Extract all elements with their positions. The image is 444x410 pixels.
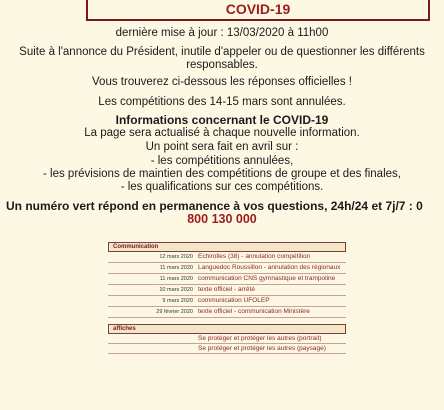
announce-line-2: responsables. — [186, 59, 258, 71]
row-link[interactable]: communication CNS gymnastique et trampoline — [198, 275, 336, 282]
april-point: Un point sera fait en avril sur : — [145, 141, 299, 153]
table-row[interactable] — [108, 252, 346, 263]
row-link[interactable]: texte officiel - arrêté — [198, 286, 255, 293]
info-heading: Informations concernant le COVID-19 — [115, 113, 329, 127]
announce-line-1: Suite à l'annonce du Président, inutile d'appeler ou de questionner les différents — [19, 46, 425, 58]
row-date: 11 mars 2020 — [159, 276, 193, 282]
row-link[interactable]: Echirolles (38) - annulation compétition — [198, 253, 311, 260]
table-row[interactable] — [108, 296, 346, 307]
communication-header: Communication — [108, 242, 346, 252]
row-date: 12 mars 2020 — [159, 254, 193, 260]
row-link[interactable]: texte officiel - communication Ministère — [198, 308, 310, 315]
official-answers: Vous trouverez ci-dessous les réponses officielles ! — [92, 76, 352, 88]
row-link[interactable]: Languedoc Roussillon - annulation des régionaux — [198, 264, 341, 271]
table-row[interactable] — [108, 285, 346, 296]
update-line: dernière mise à jour : 13/03/2020 à 11h00 — [115, 27, 329, 39]
hotline-text: Un numéro vert répond en permanence à vos questions, 24h/24 et 7j/7 : 0 — [6, 199, 423, 213]
row-date: 10 mars 2020 — [159, 287, 193, 293]
cancelled-notice: Les compétitions des 14-15 mars sont annulées. — [98, 96, 346, 108]
table-row[interactable] — [108, 344, 346, 354]
row-date: 11 mars 2020 — [159, 265, 193, 271]
info-item-2: - les prévisions de maintien des compétitions de groupe et des finales, — [43, 168, 401, 180]
documents-table — [108, 242, 346, 354]
row-date: 29 février 2020 — [156, 309, 193, 315]
row-link[interactable]: Se protéger et protéger les autres (paysage) — [198, 345, 326, 352]
table-row[interactable] — [108, 334, 346, 344]
table-row[interactable] — [108, 263, 346, 274]
row-link[interactable]: Se protéger et protéger les autres (portrait) — [198, 335, 322, 342]
info-item-1: - les compétitions annulées, — [150, 155, 294, 167]
affiches-header: affiches — [108, 324, 346, 334]
hotline-number[interactable]: 800 130 000 — [187, 212, 257, 226]
page-title: COVID-19 — [225, 1, 291, 17]
page-title-box — [86, 0, 430, 21]
row-link[interactable]: communication UFOLEP — [198, 297, 270, 304]
row-date: 9 mars 2020 — [162, 298, 193, 304]
table-row[interactable] — [108, 274, 346, 285]
page-updated-note: La page sera actualisé à chaque nouvelle information. — [84, 127, 360, 139]
table-row[interactable] — [108, 307, 346, 318]
info-item-3: - les qualifications sur ces compétitions. — [120, 181, 324, 193]
